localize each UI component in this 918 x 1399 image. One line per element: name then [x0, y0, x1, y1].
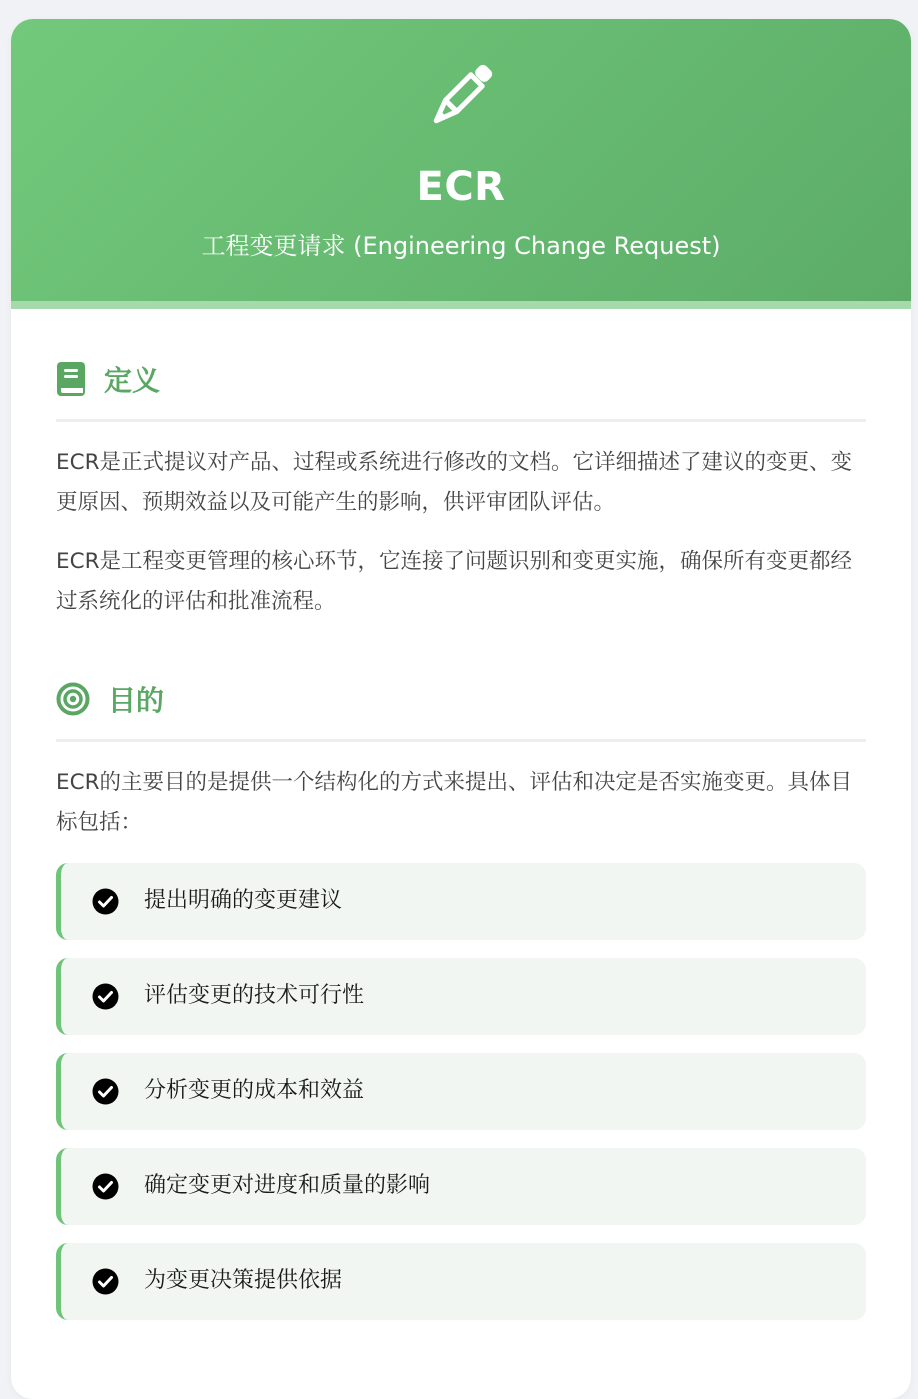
- goal-item-label: 提出明确的变更建议: [144, 888, 343, 913]
- header-divider: [11, 301, 911, 309]
- goal-item: [56, 958, 866, 1035]
- page-title: ECR: [416, 164, 506, 210]
- check-circle-icon: [92, 1173, 119, 1200]
- purpose-divider: [56, 739, 866, 742]
- goal-item: [56, 863, 866, 940]
- book-icon: [56, 361, 86, 397]
- check-circle-icon: [92, 888, 119, 915]
- goal-item: [56, 1148, 866, 1225]
- check-circle-icon: [92, 1268, 119, 1295]
- definition-heading: [56, 359, 866, 399]
- definition-body: [56, 443, 866, 622]
- definition-title: 定义: [104, 364, 161, 397]
- purpose-heading: [56, 679, 866, 719]
- definition-paragraph: ECR是工程变更管理的核心环节，它连接了问题识别和变更实施，确保所有变更都经过系统化的评估和批准流程。: [56, 549, 853, 614]
- content-area: [11, 359, 911, 1320]
- definition-paragraph: ECR是正式提议对产品、过程或系统进行修改的文档。它详细描述了建议的变更、变更原因、预期效益以及可能产生的影响，供评审团队评估。: [56, 450, 853, 515]
- goal-item-label: 确定变更对进度和质量的影响: [144, 1173, 431, 1198]
- target-icon: [56, 682, 90, 716]
- goal-item-label: 分析变更的成本和效益: [144, 1078, 365, 1103]
- purpose-intro: ECR的主要目的是提供一个结构化的方式来提出、评估和决定是否实施变更。具体目标包括：: [56, 770, 853, 835]
- definition-divider: [56, 419, 866, 422]
- goal-item: [56, 1243, 866, 1320]
- header-banner: [11, 19, 911, 301]
- goal-list: [56, 863, 866, 1320]
- goal-item-label: 评估变更的技术可行性: [144, 983, 365, 1008]
- page-subtitle: 工程变更请求 (Engineering Change Request): [201, 232, 721, 260]
- check-circle-icon: [92, 1078, 119, 1105]
- goal-item-label: 为变更决策提供依据: [144, 1268, 343, 1293]
- ecr-card: [11, 19, 911, 1399]
- check-circle-icon: [92, 983, 119, 1010]
- purpose-title: 目的: [108, 684, 165, 717]
- pencil-icon: [426, 61, 496, 131]
- goal-item: [56, 1053, 866, 1130]
